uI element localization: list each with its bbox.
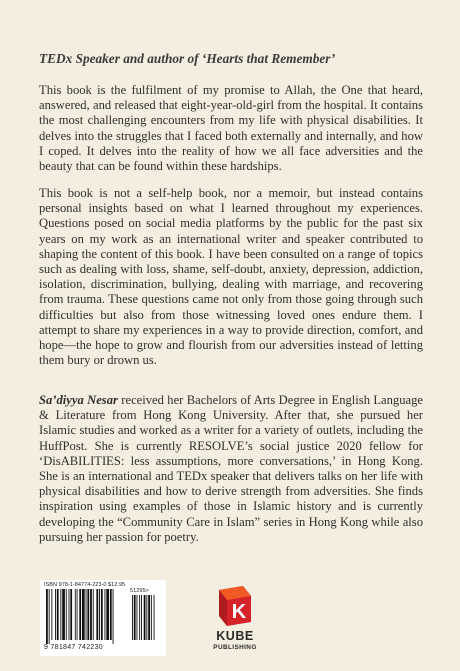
blurb-paragraph-2: This book is not a self-help book, nor a memoir, but instead contains personal insights based on what I learned throughout my experiences. Questions posed on social media platforms by the public for the past six years on my work as an international writer and speaker contributed to shaping the content of this book. I have been consulted on a range of topics such as dealing with loss, shame, self-doubt, anxiety, depression, addiction, isolation, discrimination, bullying, dealing with marriage, and recovering from trauma. These questions came not only from those going through such difficulties but also from those witnessing loved ones endure them. I attempt to share my experiences in a way to provide direction, comfort, and hope—the hope to grow and flourish from our adversities instead of letting them bury or drown us. xyxy=(39,186,423,368)
barcode-bars xyxy=(46,589,162,644)
isbn-barcode xyxy=(40,580,166,656)
isbn-number: 9 781847 742230 xyxy=(44,644,103,651)
author-tagline: TEDx Speaker and author of ‘Hearts that Remember’ xyxy=(39,51,336,66)
price-addon-code: 51295> xyxy=(130,588,149,594)
kube-logo-icon xyxy=(205,586,265,628)
blurb-paragraph-1: This book is the fulfilment of my promise to Allah, the One that heard, answered, and released that eight-year-old-girl from the hospital. It contains the most challenging encounters from my life with physical disabilities. It delves into the struggles that I faced both externally and internally, and how I coped. It delves into the reality of how we all face adversities and the beauty that can be found within these hardships. xyxy=(39,83,423,174)
logo-letter: K xyxy=(231,601,247,623)
kube-publishing-logo xyxy=(205,586,265,658)
publisher-subtitle: PUBLISHING xyxy=(213,644,257,651)
author-name: Sa’diyya Nesar xyxy=(39,393,118,407)
author-bio xyxy=(39,393,423,545)
isbn-price-label: ISBN 978-1-84774-223-0 $12.95 xyxy=(44,582,126,588)
publisher-name: KUBE xyxy=(216,629,254,643)
author-bio-text: received her Bachelors of Arts Degree in English Language & Literature from Hong Kong University. After that, she pursued her Islamic studies and worked as a writer for a variety of outlets, including the HuffPost. She is currently RESOLVE’s social justice 2020 fellow for ‘DisABILITIES: less assumptions, more conversations,’ in Hong Kong. She is an international and TEDx speaker that delivers talks on her life with physical disabilities and how to derive strength from adversities. She finds inspiration using examples of those in Islamic history and is currently developing the “Community Care in Islam” series in Hong Kong while also pursuing her passion for poetry. xyxy=(39,393,424,544)
